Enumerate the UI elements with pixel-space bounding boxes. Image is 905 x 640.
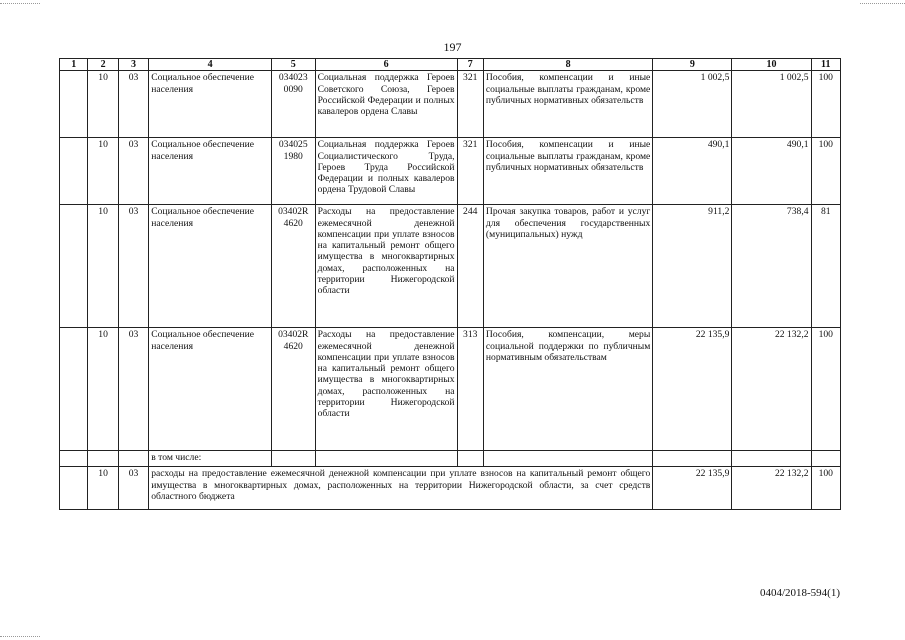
cell-section-name: Социальное обеспечение населения <box>149 205 272 328</box>
cell-target-code: 034023 0090 <box>271 71 315 138</box>
cell-percent: 100 <box>811 138 840 205</box>
column-header: 3 <box>118 59 148 71</box>
cell-empty <box>60 451 88 467</box>
cell-executed: 738,4 <box>732 205 811 328</box>
cell-empty <box>60 467 88 510</box>
cell-target-name: Расходы на предоставление ежемесячной денежной компенсации при уплате взносов на капитальный ремонт общего имущества в многоквартирных домах, расположенных на территории Нижегородской области <box>315 205 457 328</box>
column-header: 10 <box>732 59 811 71</box>
column-header: 7 <box>457 59 483 71</box>
cell-section: 10 <box>88 205 118 328</box>
column-header: 1 <box>60 59 88 71</box>
table-row <box>60 328 841 451</box>
cell-col1 <box>60 71 88 138</box>
cell-expense-name: Пособия, компенсации и иные социальные выплаты гражданам, кроме публичных нормативных обязательств <box>483 138 652 205</box>
column-header: 4 <box>149 59 272 71</box>
scan-edge-mark <box>860 3 905 4</box>
cell-planned: 911,2 <box>653 205 732 328</box>
cell-empty <box>457 451 483 467</box>
cell-expense-code: 321 <box>457 71 483 138</box>
cell-subsection: 03 <box>118 138 148 205</box>
column-header: 6 <box>315 59 457 71</box>
cell-empty <box>118 451 148 467</box>
cell-subsection: 03 <box>118 328 148 451</box>
cell-empty <box>811 451 840 467</box>
cell-planned: 490,1 <box>653 138 732 205</box>
table-row <box>60 205 841 328</box>
cell-section-name: Социальное обеспечение населения <box>149 71 272 138</box>
cell-expense-name: Пособия, компенсации, меры социальной поддержки по публичным нормативным обязательствам <box>483 328 652 451</box>
cell-empty <box>88 451 118 467</box>
cell-section-name: Социальное обеспечение населения <box>149 138 272 205</box>
cell-planned: 1 002,5 <box>653 71 732 138</box>
cell-executed: 1 002,5 <box>732 71 811 138</box>
cell-subsection: 03 <box>118 71 148 138</box>
table-row <box>60 71 841 138</box>
cell-percent: 100 <box>811 328 840 451</box>
cell-target-code: 034025 1980 <box>271 138 315 205</box>
cell-detail-description: расходы на предоставление ежемесячной денежной компенсации при уплате взносов на капитальный ремонт общего имущества в многоквартирных домах, расположенных на территории Нижегородской области, за счет средств областного бюджета <box>149 467 653 510</box>
cell-section: 10 <box>88 71 118 138</box>
cell-empty <box>732 451 811 467</box>
column-header: 5 <box>271 59 315 71</box>
cell-target-name: Расходы на предоставление ежемесячной денежной компенсации при уплате взносов на капитальный ремонт общего имущества в многоквартирных домах, расположенных на территории Нижегородской области <box>315 328 457 451</box>
cell-section-name: Социальное обеспечение населения <box>149 328 272 451</box>
budget-table <box>59 58 841 510</box>
scan-edge-mark <box>0 3 40 4</box>
cell-section: 10 <box>88 467 118 510</box>
cell-executed: 490,1 <box>732 138 811 205</box>
cell-planned: 22 135,9 <box>653 328 732 451</box>
cell-target-name: Социальная поддержка Героев Советского Союза, Героев Российской Федерации и полных кавалеров ордена Славы <box>315 71 457 138</box>
cell-subsection: 03 <box>118 205 148 328</box>
cell-empty <box>653 451 732 467</box>
cell-empty <box>315 451 457 467</box>
page-number: 197 <box>443 40 462 54</box>
cell-percent: 81 <box>811 205 840 328</box>
cell-expense-name: Пособия, компенсации и иные социальные выплаты гражданам, кроме публичных нормативных обязательств <box>483 71 652 138</box>
column-header: 2 <box>88 59 118 71</box>
column-header: 8 <box>483 59 652 71</box>
cell-subtotal-label: в том числе: <box>149 451 272 467</box>
cell-percent: 100 <box>811 71 840 138</box>
cell-empty <box>271 451 315 467</box>
cell-expense-code: 244 <box>457 205 483 328</box>
cell-col1 <box>60 328 88 451</box>
cell-planned: 22 135,9 <box>653 467 732 510</box>
cell-section: 10 <box>88 138 118 205</box>
cell-executed: 22 132,2 <box>732 328 811 451</box>
cell-percent: 100 <box>811 467 840 510</box>
detail-row <box>60 467 841 510</box>
subtotal-label-row <box>60 451 841 467</box>
cell-expense-code: 321 <box>457 138 483 205</box>
cell-empty <box>483 451 652 467</box>
table-header-row <box>60 59 841 71</box>
cell-col1 <box>60 205 88 328</box>
cell-col1 <box>60 138 88 205</box>
cell-target-code: 03402R 4620 <box>271 328 315 451</box>
table-row <box>60 138 841 205</box>
cell-executed: 22 132,2 <box>732 467 811 510</box>
cell-expense-name: Прочая закупка товаров, работ и услуг для обеспечения государственных (муниципальных) нужд <box>483 205 652 328</box>
cell-target-code: 03402R 4620 <box>271 205 315 328</box>
cell-subsection: 03 <box>118 467 148 510</box>
column-header: 9 <box>653 59 732 71</box>
document-code: 0404/2018-594(1) <box>759 587 840 599</box>
column-header: 11 <box>811 59 840 71</box>
scan-edge-mark <box>0 636 40 637</box>
cell-section: 10 <box>88 328 118 451</box>
cell-target-name: Социальная поддержка Героев Социалистического Труда, Героев Труда Российской Федерации и полных кавалеров ордена Трудовой Славы <box>315 138 457 205</box>
cell-expense-code: 313 <box>457 328 483 451</box>
